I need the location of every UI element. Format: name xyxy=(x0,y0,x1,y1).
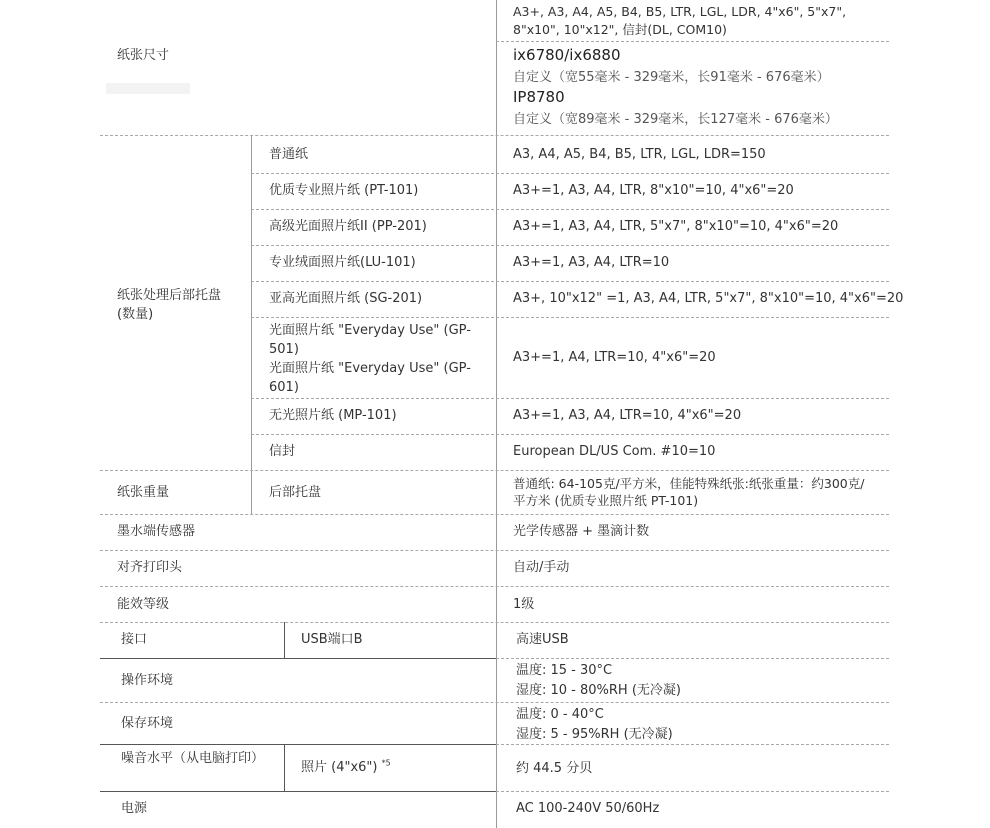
rear-tray-media: 优质专业照片纸 (PT-101) xyxy=(269,183,419,198)
operating-env-humidity: 湿度: 10 - 80%RH (无冷凝) xyxy=(516,683,681,698)
ink-sensor-value: 光学传感器 + 墨滴计数 xyxy=(513,524,650,539)
paper-weight-label: 纸张重量 xyxy=(117,485,170,500)
column-divider-noise xyxy=(284,744,285,791)
ink-sensor-label: 墨水端传感器 xyxy=(117,524,196,539)
paper-size-custom-b: 自定义（宽89毫米 - 329毫米，长127毫米 - 676毫米） xyxy=(513,112,838,127)
rear-tray-media: 信封 xyxy=(269,444,296,459)
noise-footnote: *5 xyxy=(381,758,391,768)
interface-value: 高速USB xyxy=(516,632,569,647)
noise-label: 噪音水平（从电脑打印） xyxy=(121,751,265,766)
rear-tray-value: A3+=1, A4, LTR=10, 4"x6"=20 xyxy=(513,350,716,365)
rear-tray-media: 专业绒面照片纸(LU-101) xyxy=(269,255,416,270)
redacted-bar xyxy=(106,83,190,94)
power-value: AC 100-240V 50/60Hz xyxy=(516,801,660,816)
row-divider xyxy=(496,658,889,659)
row-divider xyxy=(100,135,889,136)
row-divider xyxy=(100,702,889,703)
column-divider-media xyxy=(251,135,252,514)
paper-size-model-a: ix6780/ix6880 xyxy=(513,46,621,64)
row-divider xyxy=(251,281,889,282)
paper-size-model-b: IP8780 xyxy=(513,88,565,106)
row-divider xyxy=(100,470,889,471)
interface-sub: USB端口B xyxy=(301,632,363,647)
rear-tray-media: 普通纸 xyxy=(269,147,309,162)
rear-tray-media: 无光照片纸 (MP-101) xyxy=(269,408,397,423)
row-divider xyxy=(251,173,889,174)
noise-sub-text: 照片 (4"x6") xyxy=(301,760,378,775)
noise-sub xyxy=(301,758,391,777)
row-divider-solid xyxy=(100,658,496,659)
column-divider-value xyxy=(496,0,497,828)
rear-tray-media: 亚高光面照片纸 (SG-201) xyxy=(269,291,423,306)
row-divider xyxy=(100,514,889,515)
rear-tray-value: A3+=1, A3, A4, LTR, 8"x10"=10, 4"x6"=20 xyxy=(513,183,794,198)
row-divider xyxy=(251,434,889,435)
paper-size-sizes-line1: A3+, A3, A4, A5, B4, B5, LTR, LGL, LDR, 4"x6", 5"x7", xyxy=(513,4,847,19)
rear-tray-value: A3+=1, A3, A4, LTR=10, 4"x6"=20 xyxy=(513,408,742,423)
rear-tray-media: 高级光面照片纸II (PP-201) xyxy=(269,219,427,234)
row-divider-solid xyxy=(100,791,496,792)
row-divider xyxy=(251,209,889,210)
row-divider xyxy=(251,245,889,246)
noise-value: 约 44.5 分贝 xyxy=(516,761,593,776)
rear-tray-label: 纸张处理后部托盘 (数量) xyxy=(117,288,222,322)
energy-label: 能效等级 xyxy=(117,597,170,612)
paper-weight-value: 普通纸: 64-105克/平方米，佳能特殊纸张:纸张重量：约300克/平方米 (优质专业照片纸 PT-101) xyxy=(513,476,865,508)
rear-tray-value: A3+, 10"x12" =1, A3, A4, LTR, 5"x7", 8"x10"=10, 4"x6"=20 xyxy=(513,291,904,306)
energy-value: 1级 xyxy=(513,597,535,612)
operating-env-temp: 温度: 15 - 30°C xyxy=(516,663,613,678)
row-divider xyxy=(100,550,889,551)
paper-size-sizes-line2: 8"x10", 10"x12", 信封(DL, COM10) xyxy=(513,22,727,37)
row-divider xyxy=(496,41,889,42)
column-divider-interface xyxy=(284,622,285,658)
alignment-label: 对齐打印头 xyxy=(117,560,183,575)
rear-tray-media: 光面照片纸 "Everyday Use" (GP-501) 光面照片纸 "Everyday Use" (GP-601) xyxy=(269,323,471,395)
row-divider xyxy=(496,744,889,745)
storage-env-temp: 温度: 0 - 40°C xyxy=(516,707,604,722)
row-divider xyxy=(251,398,889,399)
row-divider xyxy=(251,317,889,318)
interface-label: 接口 xyxy=(121,632,148,647)
storage-env-label: 保存环境 xyxy=(121,716,174,731)
paper-size-label: 纸张尺寸 xyxy=(117,48,170,63)
alignment-value: 自动/手动 xyxy=(513,560,570,575)
rear-tray-value: European DL/US Com. #10=10 xyxy=(513,444,716,459)
storage-env-humidity: 湿度: 5 - 95%RH (无冷凝) xyxy=(516,727,673,742)
rear-tray-value: A3+=1, A3, A4, LTR=10 xyxy=(513,255,670,270)
operating-env-label: 操作环境 xyxy=(121,673,174,688)
rear-tray-value: A3+=1, A3, A4, LTR, 5"x7", 8"x10"=10, 4"x6"=20 xyxy=(513,219,839,234)
row-divider-solid xyxy=(100,744,496,745)
row-divider xyxy=(100,622,889,623)
paper-weight-sub: 后部托盘 xyxy=(269,485,322,500)
paper-size-custom-a: 自定义（宽55毫米 - 329毫米，长91毫米 - 676毫米） xyxy=(513,70,830,85)
row-divider xyxy=(496,791,889,792)
power-label: 电源 xyxy=(121,801,148,816)
rear-tray-value: A3, A4, A5, B4, B5, LTR, LGL, LDR=150 xyxy=(513,147,766,162)
row-divider xyxy=(100,586,889,587)
